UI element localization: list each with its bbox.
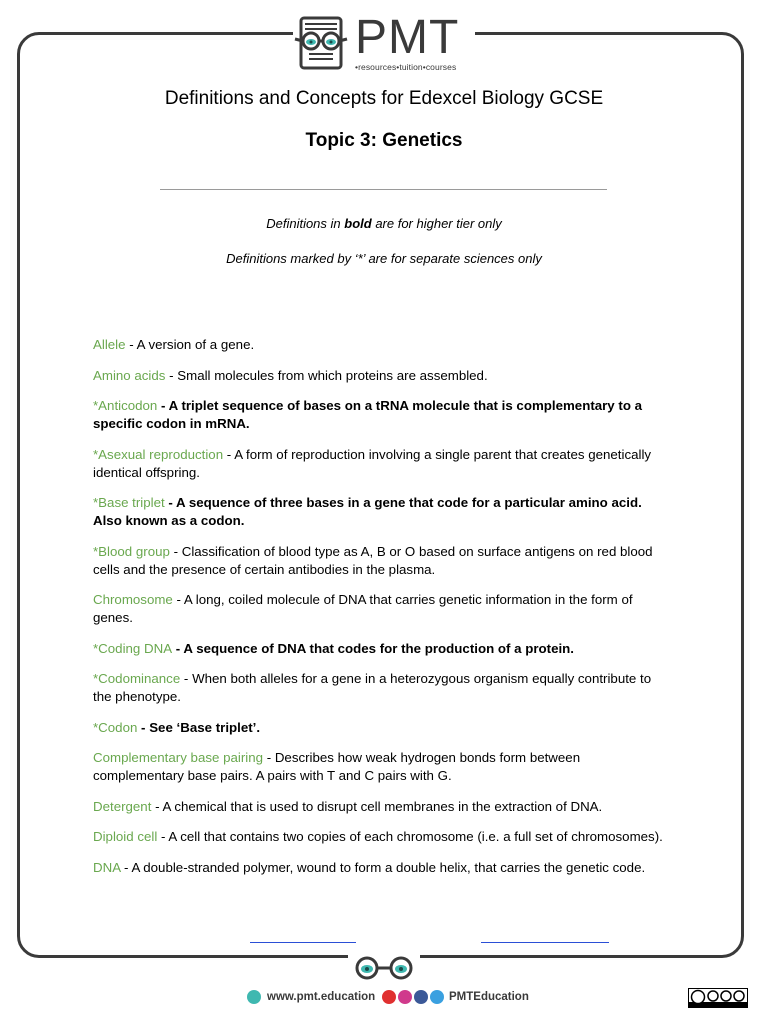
- cursor-icon: [247, 990, 261, 1004]
- definition-entry: [93, 749, 668, 785]
- document-title: Definitions and Concepts for Edexcel Biology GCSE: [164, 88, 604, 109]
- logo-wordmark: PMT: [355, 11, 460, 64]
- separate-sciences-note: Definitions marked by ‘*’ are for separate sciences only: [226, 251, 542, 266]
- definition-term: *Codominance: [93, 671, 181, 686]
- definition-entry: [93, 859, 668, 877]
- cc-license-icon: [689, 989, 747, 1007]
- definition-separator: -: [172, 592, 184, 607]
- definition-term: Diploid cell: [93, 829, 158, 844]
- higher-tier-note: [0, 216, 768, 231]
- definition-term: *Coding DNA: [93, 640, 173, 656]
- definition-separator: -: [172, 640, 184, 656]
- definition-entry: [93, 591, 668, 627]
- footer: [0, 990, 768, 1010]
- topic-heading: Topic 3: Genetics: [305, 130, 463, 151]
- note-prefix: Definitions in: [266, 216, 345, 231]
- definition-separator: -: [137, 719, 150, 735]
- definition-text: A sequence of DNA that codes for the production of a protein.: [183, 640, 574, 656]
- youtube-icon[interactable]: [382, 990, 396, 1004]
- definition-text: Classification of blood type as A, B or O based on surface antigens on red blood cells and the presence of certain antibodies in the plasma.: [93, 543, 653, 577]
- instagram-icon[interactable]: [398, 990, 412, 1004]
- definition-entry: [93, 670, 668, 706]
- definition-separator: -: [157, 398, 169, 413]
- definition-text: Small molecules from which proteins are assembled.: [177, 367, 488, 383]
- footer-link-underline[interactable]: [250, 942, 356, 943]
- definition-entry: [93, 367, 668, 385]
- social-handle: PMTEducation: [449, 991, 529, 1003]
- website-text: www.pmt.education: [267, 991, 376, 1003]
- definition-text: A cell that contains two copies of each chromosome (i.e. a full set of chromosomes).: [168, 829, 663, 844]
- website-link[interactable]: [247, 990, 375, 1004]
- definition-text: A triplet sequence of bases on a tRNA molecule that is complementary to a specific codon in mRNA.: [93, 398, 643, 431]
- definition-term: Complementary base pairing: [93, 750, 263, 765]
- definition-separator: -: [165, 367, 178, 383]
- facebook-icon[interactable]: [414, 990, 428, 1004]
- twitter-icon[interactable]: [430, 990, 444, 1004]
- definition-separator: -: [169, 543, 182, 559]
- definition-separator: -: [157, 829, 169, 844]
- definition-entry: [93, 446, 668, 482]
- definition-entry: [93, 828, 668, 846]
- logo-tagline: •resources•tuition•courses: [355, 62, 457, 72]
- definition-entry: [93, 719, 668, 737]
- definition-entry: [93, 397, 668, 433]
- footer-link-underline[interactable]: [481, 942, 609, 943]
- definition-text: A chemical that is used to disrupt cell membranes in the extraction of DNA.: [162, 798, 603, 814]
- definition-term: *Anticodon: [93, 398, 158, 413]
- definition-separator: -: [180, 671, 193, 686]
- definition-text: A version of a gene.: [136, 337, 255, 352]
- definition-entry: [93, 336, 668, 354]
- definition-term: DNA: [93, 859, 121, 875]
- definition-text: When both alleles for a gene in a heterozygous organism equally contribute to the phenotype.: [93, 671, 652, 704]
- definition-term: *Codon: [93, 719, 138, 735]
- definition-text: A sequence of three bases in a gene that code for a particular amino acid. Also known as a codon.: [93, 495, 642, 528]
- pmt-logo: [293, 11, 475, 76]
- definition-text: A form of reproduction involving a single parent that creates genetically identical offspring.: [93, 446, 652, 480]
- book-glasses-icon: [293, 14, 351, 72]
- definition-separator: -: [120, 859, 132, 875]
- definition-text: A long, coiled molecule of DNA that carries genetic information in the form of genes.: [93, 592, 633, 625]
- definition-text: Describes how weak hydrogen bonds form between complementary base pairs. A pairs with T and C pairs with G.: [93, 750, 581, 783]
- definition-term: *Base triplet: [93, 495, 165, 510]
- glasses-icon: [348, 954, 420, 982]
- note-suffix: are for higher tier only: [371, 216, 502, 231]
- definition-text: A double-stranded polymer, wound to form a double helix, that carries the genetic code.: [131, 859, 646, 875]
- definition-separator: -: [125, 337, 137, 352]
- definition-term: Detergent: [93, 798, 152, 814]
- social-links[interactable]: [382, 990, 529, 1004]
- divider: [160, 189, 607, 190]
- definition-entry: [93, 640, 668, 658]
- note-bold-word: bold: [344, 216, 372, 231]
- definition-separator: -: [223, 446, 235, 462]
- definitions-list: [93, 336, 668, 889]
- definition-term: *Asexual reproduction: [93, 446, 224, 462]
- creative-commons-badge: [688, 988, 748, 1008]
- definition-term: Amino acids: [93, 367, 166, 383]
- definition-entry: [93, 543, 668, 579]
- definition-text: See ‘Base triplet’.: [149, 719, 261, 735]
- definition-separator: -: [164, 495, 177, 510]
- definition-separator: -: [263, 750, 275, 765]
- definition-entry: [93, 798, 668, 816]
- definition-entry: [93, 494, 668, 530]
- definition-term: *Blood group: [93, 543, 170, 559]
- definition-term: Allele: [93, 337, 126, 352]
- definition-separator: -: [151, 798, 163, 814]
- definition-term: Chromosome: [93, 592, 173, 607]
